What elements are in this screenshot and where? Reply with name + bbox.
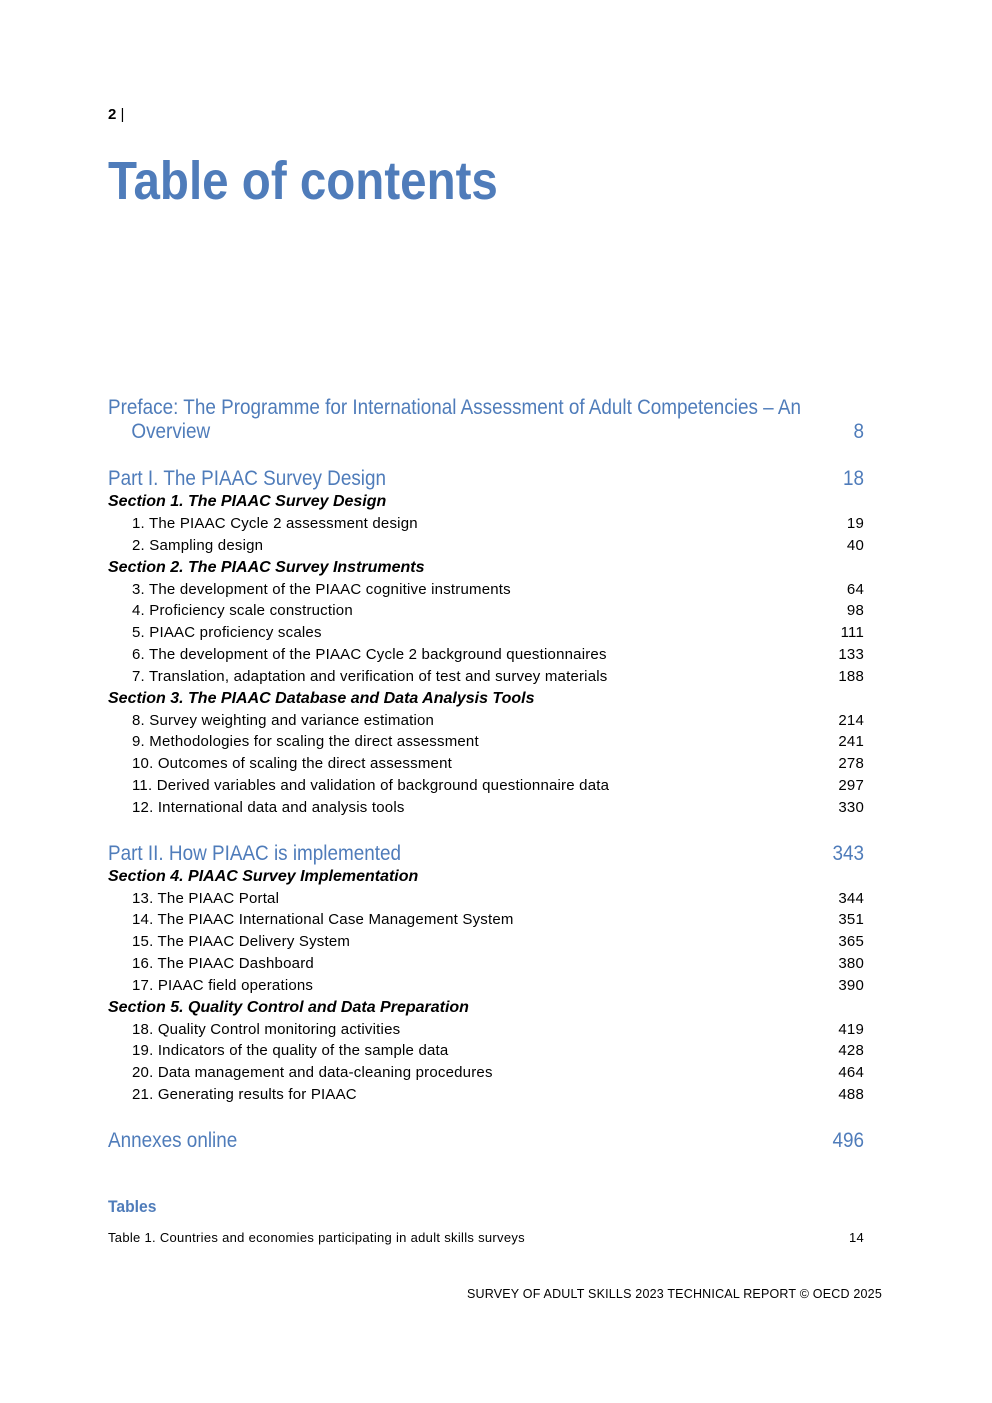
section-4-heading[interactable]: Section 4. PIAAC Survey Implementation: [108, 867, 419, 885]
entry-label: 4. Proficiency scale construction: [132, 602, 353, 620]
entry-label: 3. The development of the PIAAC cognitive instruments: [132, 580, 511, 598]
toc-entry[interactable]: [108, 666, 864, 688]
entry-label: 18. Quality Control monitoring activities: [132, 1020, 401, 1038]
section-1-heading[interactable]: Section 1. The PIAAC Survey Design: [108, 493, 387, 510]
entry-label: 11. Derived variables and validation of background questionnaire data: [132, 776, 610, 794]
entry-page: 297: [838, 776, 864, 794]
toc-entry[interactable]: [108, 888, 864, 910]
toc-annexes-link[interactable]: [108, 1128, 864, 1153]
entry-page: 98: [846, 602, 864, 620]
table-item-label: Table 1. Countries and economies participating in adult skills surveys: [108, 1230, 525, 1245]
toc-entry[interactable]: [108, 953, 864, 975]
page-footer: SURVEY OF ADULT SKILLS 2023 TECHNICAL REPORT © OECD 2025: [466, 1287, 882, 1301]
entry-label: 7. Translation, adaptation and verification of test and survey materials: [132, 667, 608, 685]
entry-page: 214: [838, 711, 864, 729]
entry-page: 188: [838, 667, 864, 685]
entry-label: 15. The PIAAC Delivery System: [132, 933, 351, 951]
entry-label: 19. Indicators of the quality of the sample data: [132, 1042, 449, 1060]
entry-label: 2. Sampling design: [132, 536, 264, 554]
entry-page: 241: [838, 733, 864, 751]
page-number-separator: |: [120, 106, 125, 123]
entry-label: 8. Survey weighting and variance estimation: [132, 711, 435, 729]
annexes-label: Annexes online: [108, 1128, 238, 1152]
toc-entry[interactable]: [108, 731, 864, 753]
table-list-item[interactable]: [108, 1230, 864, 1245]
entry-label: 10. Outcomes of scaling the direct assessment: [132, 755, 452, 773]
toc-part-2-link[interactable]: [108, 841, 864, 866]
page-title: Table of contents: [108, 151, 498, 211]
entry-page: 19: [846, 515, 864, 532]
annexes-page: 496: [832, 1128, 864, 1152]
entry-label: 21. Generating results for PIAAC: [132, 1085, 357, 1103]
entry-page: 488: [838, 1085, 864, 1103]
toc-entry[interactable]: [108, 710, 864, 732]
entry-page: 133: [838, 645, 864, 663]
preface-page: 8: [853, 420, 864, 443]
entry-page: 351: [838, 911, 864, 929]
toc-entry[interactable]: [108, 909, 864, 931]
section-5-heading[interactable]: Section 5. Quality Control and Data Preparation: [108, 998, 469, 1016]
toc-entry[interactable]: [108, 579, 864, 601]
part-2-label: Part II. How PIAAC is implemented: [108, 841, 402, 865]
toc-entry[interactable]: [108, 1019, 864, 1041]
entry-label: 20. Data management and data-cleaning procedures: [132, 1064, 493, 1082]
entry-label: 17. PIAAC field operations: [132, 976, 314, 994]
page-number-value: 2: [108, 106, 117, 123]
part-1-label: Part I. The PIAAC Survey Design: [108, 467, 387, 490]
entry-label: 13. The PIAAC Portal: [132, 889, 280, 907]
entry-page: 390: [838, 976, 864, 994]
toc-entry[interactable]: [108, 1084, 864, 1106]
toc-entry[interactable]: [108, 1062, 864, 1084]
toc-entry[interactable]: [108, 931, 864, 953]
section-2-heading[interactable]: Section 2. The PIAAC Survey Instruments: [108, 558, 425, 576]
preface-line1: Preface: The Programme for International Assessment of Adult Competencies – An: [108, 396, 802, 419]
toc-entry[interactable]: [108, 622, 864, 644]
part-1-page: 18: [842, 467, 864, 490]
entry-label: 1. The PIAAC Cycle 2 assessment design: [132, 515, 418, 532]
table-item-page: 14: [848, 1230, 864, 1245]
entry-page: 380: [838, 954, 864, 972]
toc-entry[interactable]: [108, 644, 864, 666]
toc-entry[interactable]: [108, 535, 864, 557]
toc-part-1-link[interactable]: [108, 466, 864, 491]
entry-label: 5. PIAAC proficiency scales: [132, 624, 322, 642]
toc-entry[interactable]: [108, 513, 864, 535]
entry-page: 64: [846, 580, 864, 598]
entry-label: 16. The PIAAC Dashboard: [132, 954, 314, 972]
part-2-page: 343: [832, 841, 864, 865]
toc-entry[interactable]: [108, 975, 864, 997]
toc-preface-link[interactable]: [108, 396, 864, 444]
entry-label: 12. International data and analysis tools: [132, 798, 405, 816]
section-3-heading[interactable]: Section 3. The PIAAC Database and Data Analysis Tools: [108, 689, 535, 707]
page-number: [108, 106, 124, 123]
toc-entry[interactable]: [108, 1040, 864, 1062]
toc-entry[interactable]: [108, 797, 864, 819]
toc-entry[interactable]: [108, 600, 864, 622]
toc-entry[interactable]: [108, 775, 864, 797]
entry-label: 6. The development of the PIAAC Cycle 2 background questionnaires: [132, 645, 607, 663]
entry-label: 14. The PIAAC International Case Management System: [132, 911, 514, 929]
entry-page: 428: [838, 1042, 864, 1060]
entry-page: 278: [838, 755, 864, 773]
entry-page: 111: [840, 624, 864, 642]
entry-page: 464: [838, 1064, 864, 1082]
preface-line2: Overview: [131, 420, 211, 443]
entry-page: 344: [838, 889, 864, 907]
tables-heading: Tables: [108, 1197, 157, 1216]
entry-page: 40: [846, 536, 864, 554]
entry-page: 330: [838, 798, 864, 816]
entry-page: 365: [838, 933, 864, 951]
toc-entry[interactable]: [108, 753, 864, 775]
entry-page: 419: [838, 1020, 864, 1038]
table-of-contents: [108, 396, 864, 1153]
entry-label: 9. Methodologies for scaling the direct assessment: [132, 733, 479, 751]
